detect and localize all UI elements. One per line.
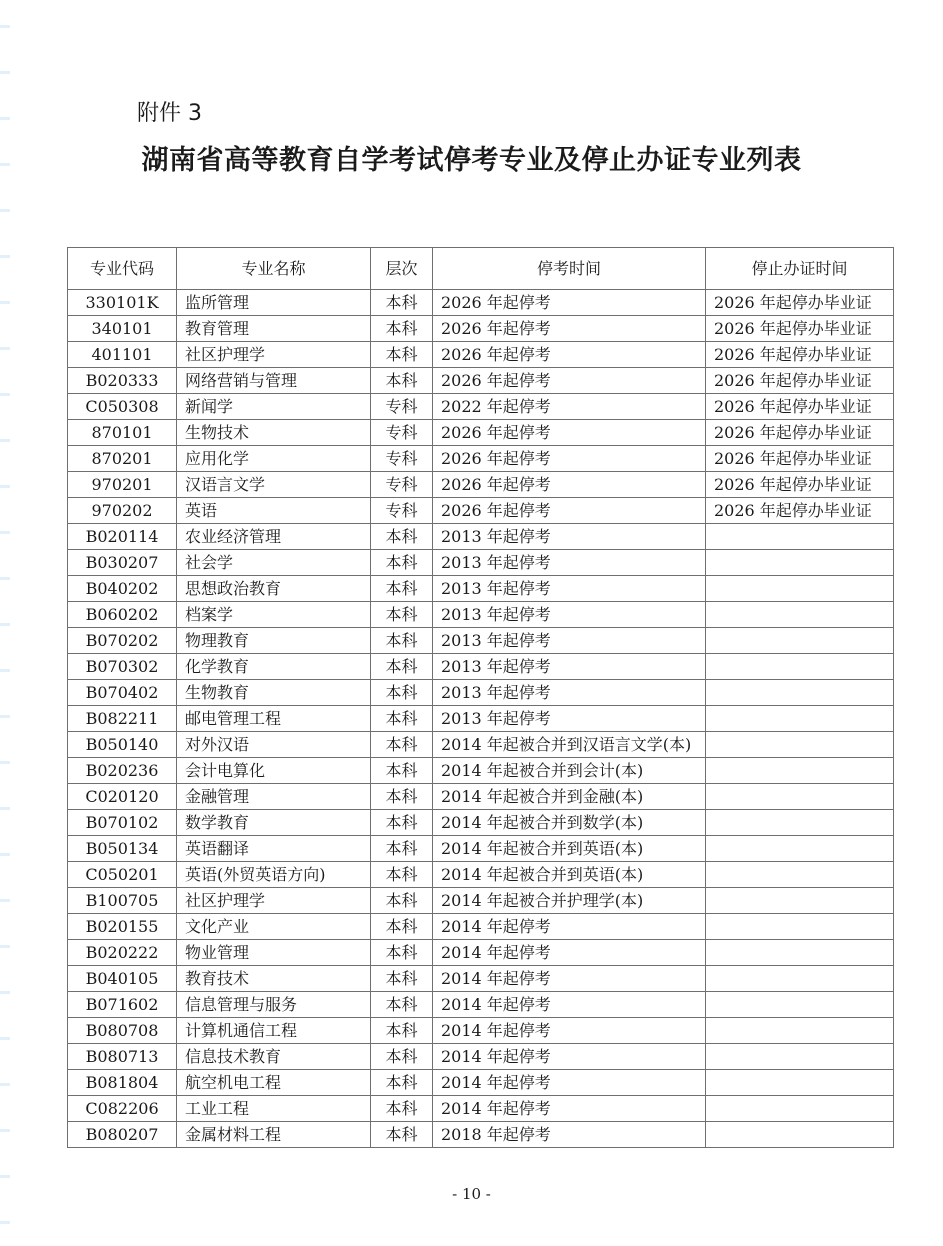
- cell-major-name: 农业经济管理: [177, 524, 371, 550]
- cell-major-code: B070402: [68, 680, 177, 706]
- cell-cert-stop-time: [706, 680, 894, 706]
- cell-exam-stop-time: 2014 年起停考: [433, 1070, 706, 1096]
- cell-level: 本科: [371, 784, 433, 810]
- cell-major-name: 化学教育: [177, 654, 371, 680]
- cell-level: 本科: [371, 1018, 433, 1044]
- cell-major-code: B020222: [68, 940, 177, 966]
- cell-level: 本科: [371, 316, 433, 342]
- cell-cert-stop-time: [706, 1096, 894, 1122]
- cell-exam-stop-time: 2013 年起停考: [433, 628, 706, 654]
- table-row: [68, 940, 894, 966]
- edge-mark: [0, 853, 10, 856]
- cell-major-code: C050201: [68, 862, 177, 888]
- cell-level: 本科: [371, 836, 433, 862]
- cell-major-code: B060202: [68, 602, 177, 628]
- table-row: [68, 914, 894, 940]
- cell-major-name: 英语: [177, 498, 371, 524]
- table-row: [68, 758, 894, 784]
- cell-level: 本科: [371, 706, 433, 732]
- cell-cert-stop-time: 2026 年起停办毕业证: [706, 290, 894, 316]
- cell-major-name: 思想政治教育: [177, 576, 371, 602]
- table-row: [68, 472, 894, 498]
- cell-major-name: 社区护理学: [177, 888, 371, 914]
- cell-major-name: 应用化学: [177, 446, 371, 472]
- cell-major-code: 870201: [68, 446, 177, 472]
- table-row: [68, 524, 894, 550]
- cell-cert-stop-time: 2026 年起停办毕业证: [706, 316, 894, 342]
- table-row: [68, 810, 894, 836]
- cell-major-name: 物业管理: [177, 940, 371, 966]
- cell-exam-stop-time: 2018 年起停考: [433, 1122, 706, 1148]
- header-major-name: 专业名称: [177, 248, 371, 290]
- table-header-row: [68, 248, 894, 290]
- table-row: [68, 966, 894, 992]
- cell-level: 本科: [371, 602, 433, 628]
- cell-level: 本科: [371, 290, 433, 316]
- cell-exam-stop-time: 2026 年起停考: [433, 342, 706, 368]
- table-row: [68, 316, 894, 342]
- cell-major-name: 汉语言文学: [177, 472, 371, 498]
- cell-exam-stop-time: 2014 年起被合并到英语(本): [433, 862, 706, 888]
- table-row: [68, 836, 894, 862]
- header-major-code: 专业代码: [68, 248, 177, 290]
- edge-mark: [0, 393, 10, 396]
- cell-exam-stop-time: 2014 年起被合并到会计(本): [433, 758, 706, 784]
- edge-mark: [0, 669, 10, 672]
- cell-level: 本科: [371, 1044, 433, 1070]
- cell-major-name: 工业工程: [177, 1096, 371, 1122]
- cell-cert-stop-time: [706, 836, 894, 862]
- cell-exam-stop-time: 2014 年起被合并护理学(本): [433, 888, 706, 914]
- table-row: [68, 992, 894, 1018]
- cell-exam-stop-time: 2026 年起停考: [433, 316, 706, 342]
- cell-exam-stop-time: 2026 年起停考: [433, 446, 706, 472]
- cell-exam-stop-time: 2013 年起停考: [433, 654, 706, 680]
- cell-exam-stop-time: 2014 年起被合并到数学(本): [433, 810, 706, 836]
- table-row: [68, 498, 894, 524]
- cell-cert-stop-time: [706, 888, 894, 914]
- cell-level: 专科: [371, 420, 433, 446]
- cell-exam-stop-time: 2026 年起停考: [433, 290, 706, 316]
- table-row: [68, 732, 894, 758]
- edge-mark: [0, 1037, 10, 1040]
- edge-mark: [0, 761, 10, 764]
- edge-mark: [0, 301, 10, 304]
- cell-cert-stop-time: [706, 706, 894, 732]
- header-exam-stop-time: 停考时间: [433, 248, 706, 290]
- edge-mark: [0, 347, 10, 350]
- edge-mark: [0, 1221, 10, 1224]
- cell-major-name: 计算机通信工程: [177, 1018, 371, 1044]
- cell-level: 本科: [371, 1122, 433, 1148]
- cell-cert-stop-time: [706, 654, 894, 680]
- cell-cert-stop-time: [706, 784, 894, 810]
- table-row: [68, 1044, 894, 1070]
- cell-level: 本科: [371, 992, 433, 1018]
- cell-major-code: B050140: [68, 732, 177, 758]
- table-row: [68, 654, 894, 680]
- edge-mark: [0, 577, 10, 580]
- cell-major-name: 英语翻译: [177, 836, 371, 862]
- cell-cert-stop-time: 2026 年起停办毕业证: [706, 498, 894, 524]
- cell-exam-stop-time: 2014 年起被合并到汉语言文学(本): [433, 732, 706, 758]
- table-row: [68, 394, 894, 420]
- cell-major-code: B070302: [68, 654, 177, 680]
- cell-major-code: B040105: [68, 966, 177, 992]
- cell-level: 本科: [371, 576, 433, 602]
- cell-major-name: 社区护理学: [177, 342, 371, 368]
- edge-mark: [0, 899, 10, 902]
- table-row: [68, 1122, 894, 1148]
- table-row: [68, 628, 894, 654]
- cell-level: 本科: [371, 524, 433, 550]
- cell-major-code: B080713: [68, 1044, 177, 1070]
- cell-major-name: 对外汉语: [177, 732, 371, 758]
- cell-major-code: B070102: [68, 810, 177, 836]
- cell-cert-stop-time: 2026 年起停办毕业证: [706, 368, 894, 394]
- cell-cert-stop-time: [706, 992, 894, 1018]
- cell-cert-stop-time: [706, 914, 894, 940]
- document-title: 湖南省高等教育自学考试停考专业及停止办证专业列表: [141, 145, 802, 176]
- table-row: [68, 706, 894, 732]
- cell-level: 本科: [371, 810, 433, 836]
- cell-cert-stop-time: [706, 628, 894, 654]
- cell-exam-stop-time: 2013 年起停考: [433, 550, 706, 576]
- cell-major-code: 401101: [68, 342, 177, 368]
- cell-cert-stop-time: [706, 862, 894, 888]
- cell-major-code: B030207: [68, 550, 177, 576]
- cell-major-code: B082211: [68, 706, 177, 732]
- cell-major-code: B070202: [68, 628, 177, 654]
- cell-major-name: 金属材料工程: [177, 1122, 371, 1148]
- cell-exam-stop-time: 2013 年起停考: [433, 706, 706, 732]
- header-level: 层次: [371, 248, 433, 290]
- cell-major-code: B050134: [68, 836, 177, 862]
- cell-exam-stop-time: 2014 年起停考: [433, 966, 706, 992]
- cell-exam-stop-time: 2014 年起停考: [433, 940, 706, 966]
- table-row: [68, 576, 894, 602]
- cell-cert-stop-time: [706, 1044, 894, 1070]
- cell-cert-stop-time: [706, 1070, 894, 1096]
- cell-major-name: 教育技术: [177, 966, 371, 992]
- table-row: [68, 602, 894, 628]
- cell-major-name: 监所管理: [177, 290, 371, 316]
- cell-major-code: B020333: [68, 368, 177, 394]
- cell-major-name: 信息管理与服务: [177, 992, 371, 1018]
- edge-mark: [0, 485, 10, 488]
- edge-mark: [0, 1083, 10, 1086]
- cell-major-code: B080207: [68, 1122, 177, 1148]
- edge-mark: [0, 117, 10, 120]
- cell-cert-stop-time: [706, 576, 894, 602]
- edge-mark: [0, 1129, 10, 1132]
- cell-major-name: 新闻学: [177, 394, 371, 420]
- table-row: [68, 290, 894, 316]
- cell-exam-stop-time: 2014 年起停考: [433, 1018, 706, 1044]
- cell-cert-stop-time: [706, 966, 894, 992]
- cell-major-code: B080708: [68, 1018, 177, 1044]
- edge-mark: [0, 1175, 10, 1178]
- cell-level: 本科: [371, 680, 433, 706]
- cell-cert-stop-time: 2026 年起停办毕业证: [706, 420, 894, 446]
- cell-major-name: 文化产业: [177, 914, 371, 940]
- cell-level: 本科: [371, 862, 433, 888]
- cell-exam-stop-time: 2026 年起停考: [433, 368, 706, 394]
- cell-cert-stop-time: [706, 524, 894, 550]
- cell-exam-stop-time: 2014 年起被合并到英语(本): [433, 836, 706, 862]
- table-row: [68, 888, 894, 914]
- cell-level: 本科: [371, 966, 433, 992]
- edge-mark: [0, 255, 10, 258]
- table-row: [68, 368, 894, 394]
- cell-major-name: 生物教育: [177, 680, 371, 706]
- cell-major-name: 航空机电工程: [177, 1070, 371, 1096]
- cell-exam-stop-time: 2014 年起停考: [433, 1096, 706, 1122]
- cell-cert-stop-time: 2026 年起停办毕业证: [706, 472, 894, 498]
- cell-level: 本科: [371, 654, 433, 680]
- table-row: [68, 446, 894, 472]
- cell-major-code: B020114: [68, 524, 177, 550]
- cell-level: 本科: [371, 1070, 433, 1096]
- cell-major-name: 英语(外贸英语方向): [177, 862, 371, 888]
- page-edge-marks: [0, 0, 12, 1246]
- table-row: [68, 550, 894, 576]
- cell-major-code: B020155: [68, 914, 177, 940]
- table-row: [68, 680, 894, 706]
- cell-level: 专科: [371, 394, 433, 420]
- cell-cert-stop-time: [706, 1122, 894, 1148]
- cell-major-code: C082206: [68, 1096, 177, 1122]
- cell-level: 本科: [371, 732, 433, 758]
- cell-major-code: 340101: [68, 316, 177, 342]
- cell-major-code: B100705: [68, 888, 177, 914]
- cell-major-code: 870101: [68, 420, 177, 446]
- cell-major-code: B040202: [68, 576, 177, 602]
- cell-major-name: 会计电算化: [177, 758, 371, 784]
- cell-exam-stop-time: 2014 年起被合并到金融(本): [433, 784, 706, 810]
- cell-major-name: 物理教育: [177, 628, 371, 654]
- cell-major-name: 信息技术教育: [177, 1044, 371, 1070]
- cell-cert-stop-time: 2026 年起停办毕业证: [706, 342, 894, 368]
- cell-major-code: B071602: [68, 992, 177, 1018]
- cell-major-name: 金融管理: [177, 784, 371, 810]
- cell-major-name: 教育管理: [177, 316, 371, 342]
- edge-mark: [0, 71, 10, 74]
- edge-mark: [0, 25, 10, 28]
- cell-major-code: 330101K: [68, 290, 177, 316]
- edge-mark: [0, 807, 10, 810]
- cell-exam-stop-time: 2022 年起停考: [433, 394, 706, 420]
- edge-mark: [0, 623, 10, 626]
- cell-major-name: 社会学: [177, 550, 371, 576]
- table-row: [68, 342, 894, 368]
- cell-exam-stop-time: 2013 年起停考: [433, 524, 706, 550]
- cell-major-code: B020236: [68, 758, 177, 784]
- cell-exam-stop-time: 2014 年起停考: [433, 1044, 706, 1070]
- cell-cert-stop-time: [706, 550, 894, 576]
- cell-exam-stop-time: 2013 年起停考: [433, 602, 706, 628]
- cell-exam-stop-time: 2026 年起停考: [433, 420, 706, 446]
- cell-level: 本科: [371, 368, 433, 394]
- table-row: [68, 862, 894, 888]
- cell-exam-stop-time: 2014 年起停考: [433, 992, 706, 1018]
- cell-level: 本科: [371, 550, 433, 576]
- cell-cert-stop-time: [706, 758, 894, 784]
- edge-mark: [0, 715, 10, 718]
- cell-cert-stop-time: [706, 602, 894, 628]
- table-row: [68, 1070, 894, 1096]
- cell-level: 专科: [371, 498, 433, 524]
- cell-major-code: C020120: [68, 784, 177, 810]
- cell-level: 本科: [371, 888, 433, 914]
- cell-exam-stop-time: 2014 年起停考: [433, 914, 706, 940]
- cell-level: 本科: [371, 342, 433, 368]
- cell-cert-stop-time: [706, 1018, 894, 1044]
- cell-level: 本科: [371, 758, 433, 784]
- edge-mark: [0, 945, 10, 948]
- cell-major-code: 970202: [68, 498, 177, 524]
- cell-major-name: 档案学: [177, 602, 371, 628]
- edge-mark: [0, 439, 10, 442]
- cell-cert-stop-time: 2026 年起停办毕业证: [706, 446, 894, 472]
- cell-cert-stop-time: [706, 940, 894, 966]
- cell-level: 本科: [371, 628, 433, 654]
- cell-level: 本科: [371, 1096, 433, 1122]
- cell-cert-stop-time: 2026 年起停办毕业证: [706, 394, 894, 420]
- cell-major-name: 数学教育: [177, 810, 371, 836]
- cell-major-name: 生物技术: [177, 420, 371, 446]
- table-row: [68, 1018, 894, 1044]
- cell-major-name: 网络营销与管理: [177, 368, 371, 394]
- cell-major-code: C050308: [68, 394, 177, 420]
- cell-major-code: 970201: [68, 472, 177, 498]
- cell-major-code: B081804: [68, 1070, 177, 1096]
- cell-exam-stop-time: 2013 年起停考: [433, 576, 706, 602]
- header-cert-stop-time: 停止办证时间: [706, 248, 894, 290]
- cell-exam-stop-time: 2013 年起停考: [433, 680, 706, 706]
- cell-level: 专科: [371, 446, 433, 472]
- cell-level: 专科: [371, 472, 433, 498]
- page-number: - 10 -: [452, 1185, 491, 1203]
- table-row: [68, 1096, 894, 1122]
- cell-exam-stop-time: 2026 年起停考: [433, 498, 706, 524]
- table-row: [68, 784, 894, 810]
- cell-cert-stop-time: [706, 810, 894, 836]
- attachment-label: 附件 3: [137, 101, 202, 126]
- discontinued-majors-table: [67, 247, 894, 1148]
- cell-major-name: 邮电管理工程: [177, 706, 371, 732]
- edge-mark: [0, 991, 10, 994]
- table-row: [68, 420, 894, 446]
- cell-level: 本科: [371, 914, 433, 940]
- cell-exam-stop-time: 2026 年起停考: [433, 472, 706, 498]
- edge-mark: [0, 531, 10, 534]
- cell-cert-stop-time: [706, 732, 894, 758]
- edge-mark: [0, 209, 10, 212]
- cell-level: 本科: [371, 940, 433, 966]
